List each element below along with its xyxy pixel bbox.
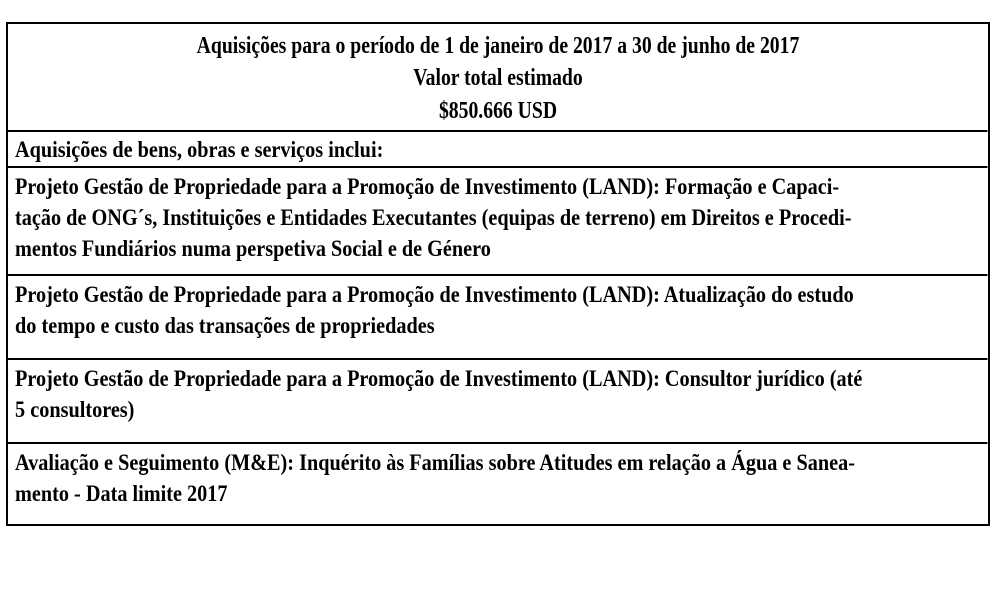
table-row xyxy=(8,166,988,274)
header-subtitle: Valor total estimado xyxy=(413,65,583,91)
row-text xyxy=(15,279,981,341)
table-row xyxy=(8,358,988,442)
row-line: Projeto Gestão de Propriedade para a Promoção de Investimento (LAND): Formação e Capaci- xyxy=(15,174,840,199)
table-header xyxy=(8,24,988,130)
row-line: 5 consultores) xyxy=(15,397,135,422)
intro-text: Aquisições de bens, obras e serviços inclui: xyxy=(15,136,384,162)
row-line: Projeto Gestão de Propriedade para a Promoção de Investimento (LAND): Atualização do estudo xyxy=(15,282,854,307)
row-text xyxy=(15,171,981,264)
row-line: Projeto Gestão de Propriedade para a Promoção de Investimento (LAND): Consultor jurídico (até xyxy=(15,366,863,391)
header-title: Aquisições para o período de 1 de janeiro de 2017 a 30 de junho de 2017 xyxy=(196,33,800,59)
intro-row xyxy=(8,130,988,166)
header-total: $850.666 USD xyxy=(438,98,558,124)
row-line: tação de ONG´s, Instituições e Entidades Executantes (equipas de terreno) em Direitos e Procedi- xyxy=(15,205,852,230)
row-line: mentos Fundiários numa perspetiva Social e de Género xyxy=(15,236,491,261)
table-row xyxy=(8,442,988,524)
row-line: do tempo e custo das transações de propriedades xyxy=(15,313,435,338)
row-line: mento - Data limite 2017 xyxy=(15,481,228,506)
row-text xyxy=(15,363,981,425)
procurement-table xyxy=(6,22,990,526)
row-line: Avaliação e Seguimento (M&E): Inquérito às Famílias sobre Atitudes em relação a Água e Sanea- xyxy=(15,450,855,475)
table-row xyxy=(8,274,988,358)
row-text xyxy=(15,447,981,509)
